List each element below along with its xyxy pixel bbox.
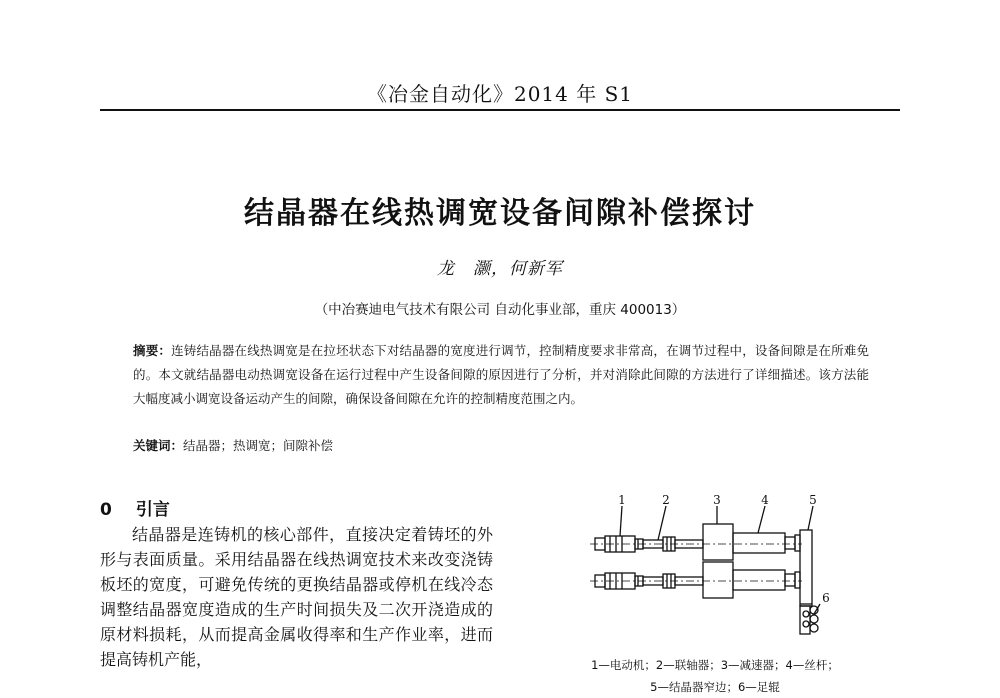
keywords-text: 结晶器；热调宽；间隙补偿 (183, 438, 334, 453)
journal-header: 《冶金自动化》2014 年 S1 (366, 82, 634, 106)
figure-label-4: 4 (761, 493, 769, 507)
foot-rolls (800, 606, 818, 634)
section-heading (100, 495, 170, 520)
keywords (133, 436, 869, 454)
affiliation: （中冶赛迪电气技术有限公司 自动化事业部，重庆 400013） (314, 302, 686, 318)
authors: 龙 灏，何新军 (437, 259, 563, 279)
figure-label-1: 1 (618, 493, 626, 507)
mold-width-adjustment-diagram (580, 492, 850, 642)
caption-line-2: 5—结晶器窄边；6—足辊 (650, 680, 780, 694)
body-text (100, 522, 493, 672)
paper-title: 结晶器在线热调宽设备间隙补偿探讨 (244, 196, 756, 231)
upper-drive-assembly (595, 524, 800, 560)
screw-lower (733, 570, 785, 590)
mold-narrow-face (800, 530, 812, 606)
figure-label-2: 2 (662, 493, 670, 507)
abstract-label: 摘要： (133, 343, 172, 358)
figure-label-6: 6 (822, 591, 830, 605)
header-rule (100, 109, 900, 111)
abstract (133, 339, 869, 411)
keywords-label: 关键词： (133, 438, 184, 453)
figure-caption (560, 654, 870, 698)
reducer-lower (703, 562, 733, 598)
abstract-text: 连铸结晶器在线热调宽是在拉坯状态下对结晶器的宽度进行调节，控制精度要求非常高，在调节过程中，设备间隙是在所难免的。本文就结晶器电动热调宽设备在运行过程中产生设备间隙的原因进行了分析，并对消除此间隙的方法进行了详细描述。该方法能大幅度减小调宽设备运动产生的间隙，确保设备间隙在允许的控制精度范围之内。 (133, 343, 869, 406)
intro-paragraph: 结晶器是连铸机的核心部件，直接决定着铸坯的外形与表面质量。采用结晶器在线热调宽技术来改变浇铸板坯的宽度，可避免传统的更换结晶器或停机在线冷态调整结晶器宽度造成的生产时间损失及二次开浇造成的原材料损耗，从而提高金属收得率和生产作业率，进而提高铸机产能， (100, 525, 493, 669)
section-title: 引言 (135, 500, 170, 520)
figure-label-3: 3 (713, 493, 721, 507)
figure-label-5: 5 (809, 493, 817, 507)
reducer-upper (703, 524, 733, 560)
caption-line-1: 1—电动机；2—联轴器；3—减速器；4—丝杆； (591, 658, 839, 672)
lower-drive-assembly (595, 562, 800, 598)
section-number: 0 (100, 500, 112, 520)
screw-upper (733, 533, 785, 553)
